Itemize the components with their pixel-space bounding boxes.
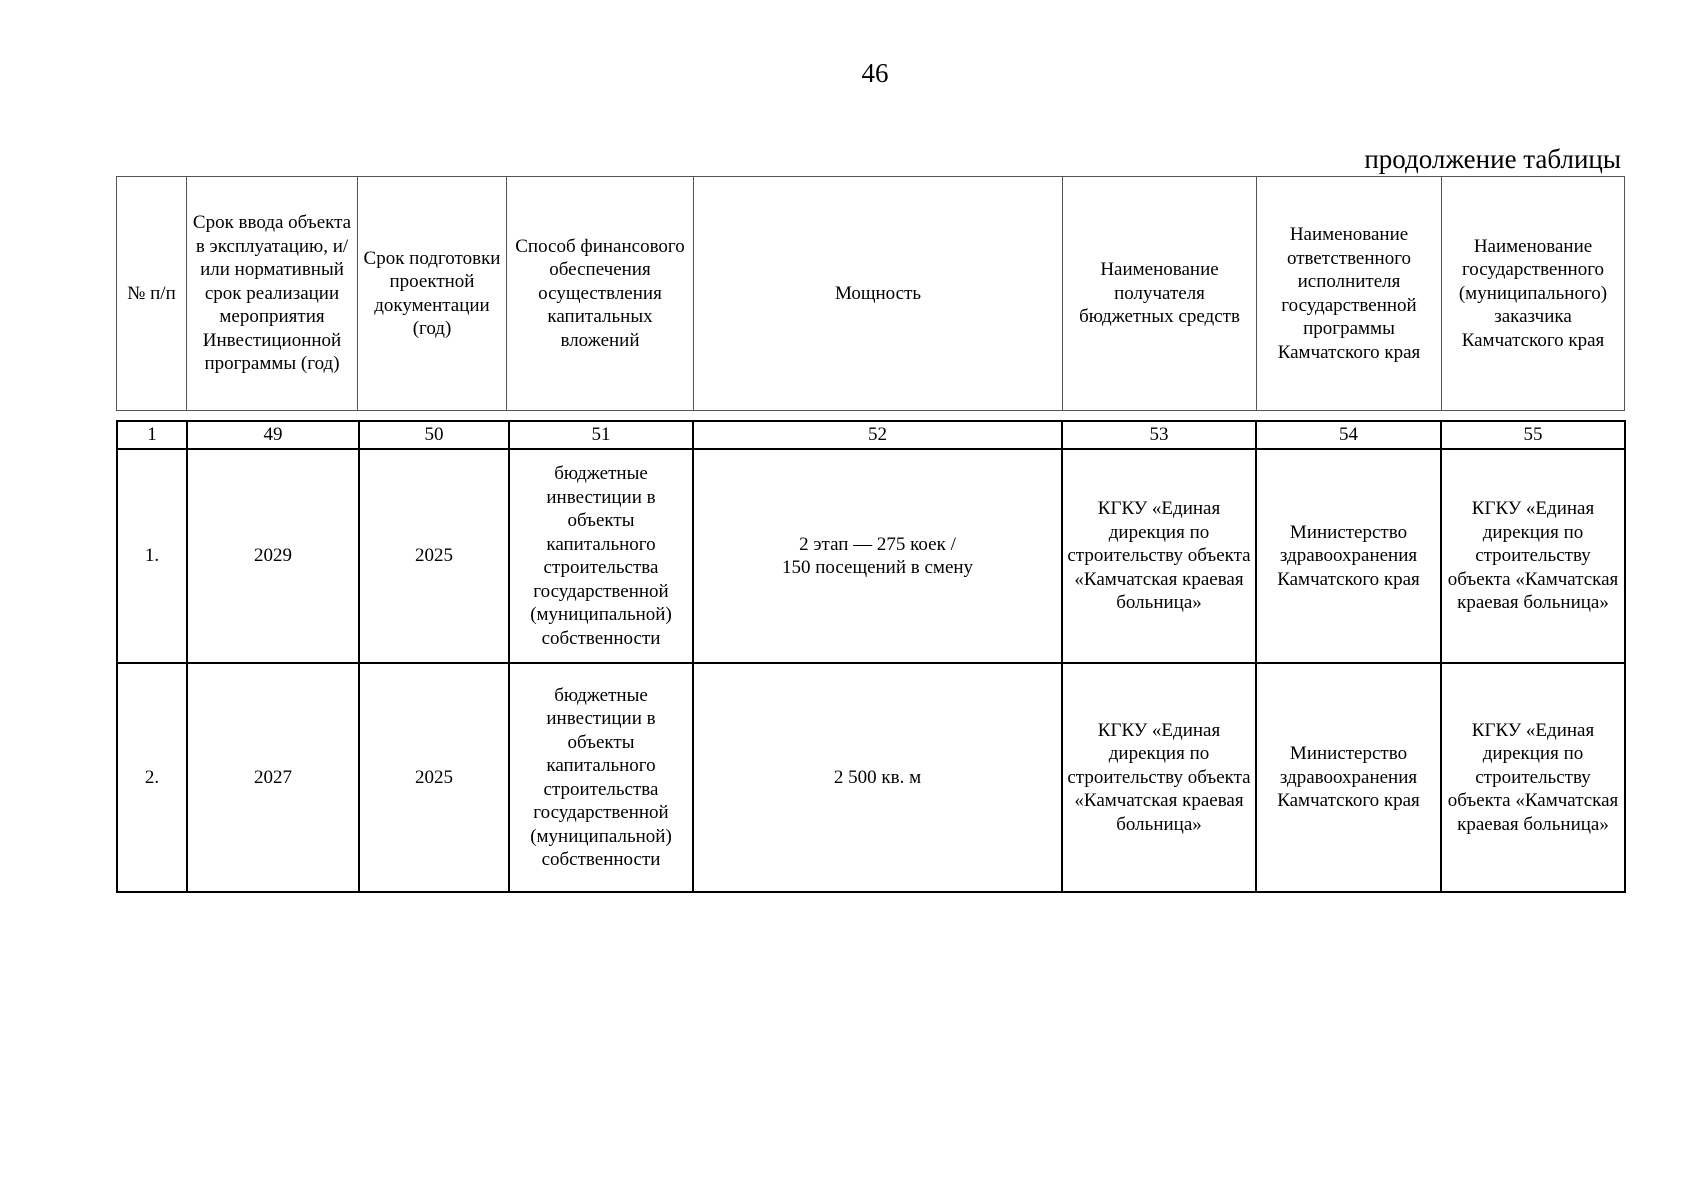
- table-header: [116, 176, 1625, 411]
- commissioning-year: 2029: [187, 449, 359, 663]
- responsible-executor: Министерство здравоохранения Камчатского края: [1256, 663, 1441, 892]
- column-number: 50: [359, 421, 509, 449]
- column-number: 49: [187, 421, 359, 449]
- column-number: 1: [117, 421, 187, 449]
- column-number: 53: [1062, 421, 1256, 449]
- column-number: 55: [1441, 421, 1625, 449]
- row-number: 1.: [117, 449, 187, 663]
- state-customer: КГКУ «Единая дирекция по строительству объекта «Камчатская краевая больница»: [1441, 663, 1625, 892]
- budget-recipient: КГКУ «Единая дирекция по строительству объекта «Камчатская краевая больница»: [1062, 663, 1256, 892]
- page-number: 46: [861, 58, 889, 88]
- budget-recipient: КГКУ «Единая дирекция по строительству объекта «Камчатская краевая больница»: [1062, 449, 1256, 663]
- commissioning-year: 2027: [187, 663, 359, 892]
- column-number: 52: [693, 421, 1062, 449]
- responsible-executor: Министерство здравоохранения Камчатского края: [1256, 449, 1441, 663]
- capacity-line: 150 посещений в смену: [781, 557, 974, 578]
- data-table: [116, 420, 1626, 893]
- state-customer: КГКУ «Единая дирекция по строительству объекта «Камчатская краевая больница»: [1441, 449, 1625, 663]
- financing-method: бюджетные инвестиции в объекты капитального строительства государственной (муниципальной) собственности: [509, 663, 693, 892]
- header-state-customer: Наименование государственного (муниципального) заказчика Камчатского края: [1442, 177, 1625, 411]
- row-number: 2.: [117, 663, 187, 892]
- column-number-row: [117, 421, 1625, 449]
- header-number: № п/п: [117, 177, 187, 411]
- table-row: [117, 449, 1625, 663]
- column-number: 51: [509, 421, 693, 449]
- header-design-docs-term: Срок подготовки проектной документации (год): [358, 177, 507, 411]
- capacity-line: 2 этап — 275 коек /: [799, 533, 956, 555]
- capacity: 2 500 кв. м: [693, 663, 1062, 892]
- header-commissioning-term: Срок ввода объекта в эксплуатацию, и/или нормативный срок реализации мероприятия Инвестиционной программы (год): [187, 177, 358, 411]
- header-financing-method: Способ финансового обеспечения осуществления капитальных вложений: [507, 177, 694, 411]
- design-docs-year: 2025: [359, 663, 509, 892]
- column-number: 54: [1256, 421, 1441, 449]
- header-budget-recipient: Наименование получателя бюджетных средств: [1063, 177, 1257, 411]
- table-row: [117, 663, 1625, 892]
- header-responsible-executor: Наименование ответственного исполнителя государственной программы Камчатского края: [1257, 177, 1442, 411]
- table-continuation-label: продолжение таблицы: [1364, 144, 1621, 174]
- capacity: [693, 449, 1062, 663]
- design-docs-year: 2025: [359, 449, 509, 663]
- financing-method: бюджетные инвестиции в объекты капитального строительства государственной (муниципальной) собственности: [509, 449, 693, 663]
- header-capacity: Мощность: [694, 177, 1063, 411]
